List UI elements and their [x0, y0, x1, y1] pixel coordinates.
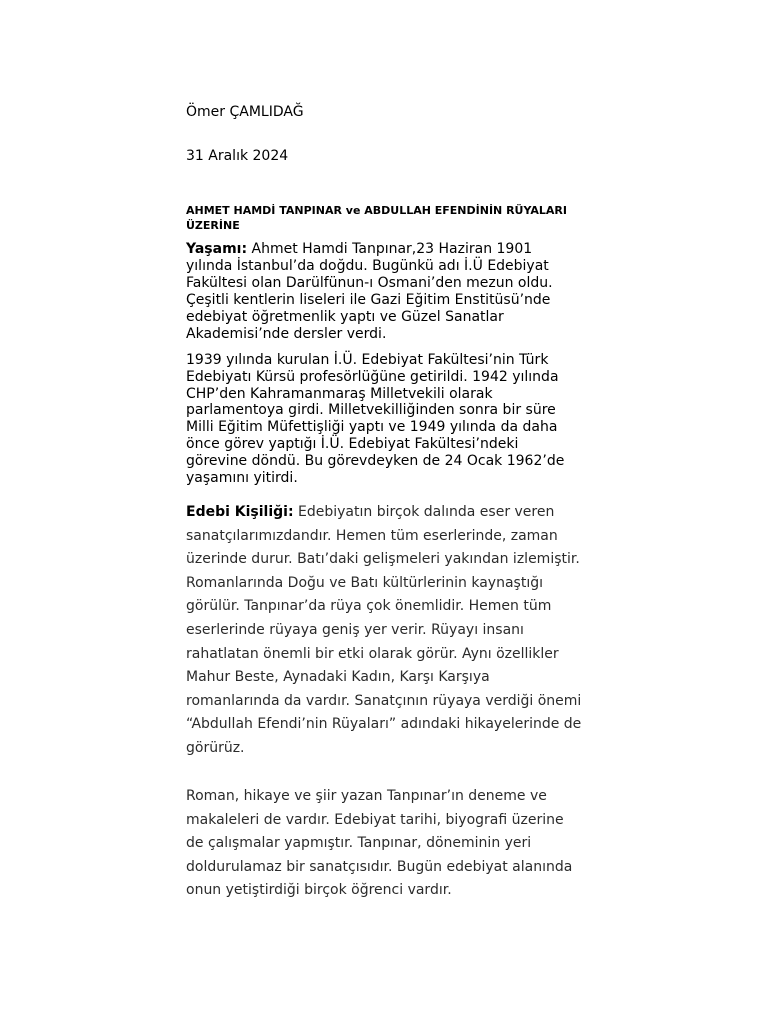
works-paragraph: Roman, hikaye ve şiir yazan Tanpınar’ın deneme ve makaleleri de vardır. Edebiyat tarihi, biyografi üzerine de çalışmalar yapmıştır. Tanpınar, döneminin yeri doldurulamaz bir sanatçısıdır. Bugün edebiyat alanında onun yetiştirdiği birçok öğrenci vardır. — [186, 788, 573, 899]
literary-text: Edebiyatın birçok dalında eser veren sanatçılarımızdandır. Hemen tüm eserlerinde, zaman üzerinde durur. Batı’daki gelişmeleri yakından izlemiştir. Romanlarında Doğu ve Batı kültürlerinin kaynaştığı görülür. Tanpınar’da rüya çok önemlidir. Hemen tüm eserlerinde rüyaya geniş yer verir. Rüyayı insanı rahatlatan önemli bir etki olarak görür. Aynı özellikler Mahur Beste, Aynadaki Kadın, Karşı Karşıya romanlarında da vardır. Sanatçının rüyaya verdiği önemi “Abdullah Efendi’nin Rüyaları” adındaki hikayelerinde de görürüz. — [186, 504, 582, 756]
life-heading: Yaşamı: — [186, 241, 248, 257]
document-date: 31 Aralık 2024 — [186, 148, 289, 164]
literary-heading: Edebi Kişiliği: — [186, 504, 294, 520]
life-text: Ahmet Hamdi Tanpınar,23 Haziran 1901 yılında İstanbul’da doğdu. Bugünkü adı İ.Ü Edebiyat Fakültesi olan Darülfünun-ı Osmani’den mezun oldu. Çeşitli kentlerin liseleri ile Gazi Eğitim Enstitüsü’nde edebiyat öğretmenlik yaptı ve Güzel Sanatlar Akademisi’nde dersler verdi. — [186, 241, 553, 342]
author-name: Ömer ÇAMLIDAĞ — [186, 104, 304, 120]
literary-paragraph — [186, 501, 582, 761]
document-title: AHMET HAMDİ TANPINAR ve ABDULLAH EFENDİNİN RÜYALARI ÜZERİNE — [186, 204, 567, 232]
life-paragraph — [186, 241, 578, 343]
career-paragraph: 1939 yılında kurulan İ.Ü. Edebiyat Fakültesi’nin Türk Edebiyatı Kürsü profesörlüğüne getirildi. 1942 yılında CHP’den Kahramanmaraş Milletvekili olarak parlamentoya girdi. Milletvekilliğinden sonra bir süre Milli Eğitim Müfettişliği yaptı ve 1949 yılında da daha önce görev yaptığı İ.Ü. Edebiyat Fakültesi’ndeki görevine döndü. Bu görevdeyken de 24 Ocak 1962’de yaşamını yitirdi. — [186, 352, 565, 486]
